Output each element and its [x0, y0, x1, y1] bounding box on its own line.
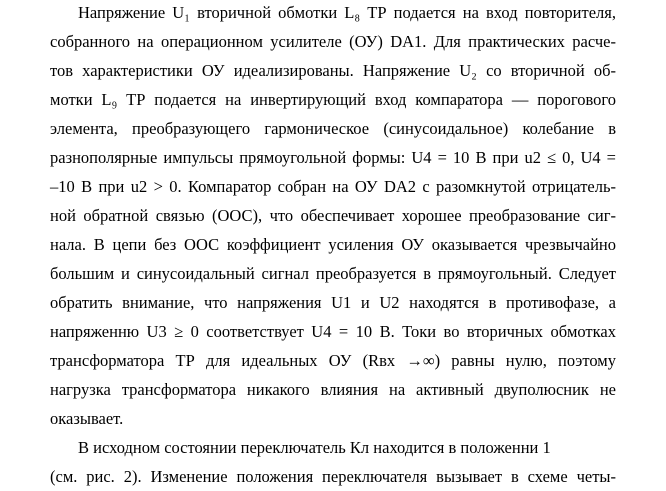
text-line: В исходном состоянии переключатель Кл находится в положенни 1	[78, 438, 551, 457]
text-line: обратить внимание, что напряжения U1 и U2 находятся в противофазе, а	[50, 293, 616, 312]
text-line: –10 В при u2 > 0. Компаратор собран на ОУ DA2 с разомкнутой отрицатель-	[50, 177, 616, 196]
text-line: нала. В цепи без ООС коэффициент усиления ОУ оказывается чрезвычайно	[50, 235, 616, 254]
text-line: разнополярные импульсы прямоугольной формы: U4 = 10 В при u2 ≤ 0, U4 =	[50, 148, 616, 167]
text-line: Напряжение U₁ вторичной обмотки L₈ ТР подается на вход повторителя,	[78, 3, 616, 22]
text-line: напряженню U3 ≥ 0 соответствует U4 = 10 В. Токи во вторичных обмотках	[50, 322, 616, 341]
text-line: нагрузка трансформатора никакого влияния на активный двуполюсник не	[50, 380, 616, 399]
text-line: большим и синусоидальный сигнал преобразуется в прямоугольный. Следует	[50, 264, 616, 283]
text-line: собранного на операционном усилителе (ОУ) DA1. Для практических расче-	[50, 32, 616, 51]
text-line: тов характеристики ОУ идеализированы. Напряжение U₂ со вторичной об-	[50, 61, 616, 80]
text-line: трансформатора ТР для идеальных ОУ (Rвх →∞) равны нулю, поэтому	[50, 351, 616, 370]
text-line: элемента, преобразующего гармоническое (синусоидальное) колебание в	[50, 119, 616, 138]
text-line: ной обратной связью (ООС), что обеспечивает хорошее преобразование сиг-	[50, 206, 616, 225]
text-line: (см. рис. 2). Изменение положения переключателя вызывает в схеме четы-	[50, 467, 616, 486]
text-line: оказывает.	[50, 409, 124, 428]
text-line: мотки L₉ ТР подается на инвертирующий вход компаратора — порогового	[50, 90, 616, 109]
